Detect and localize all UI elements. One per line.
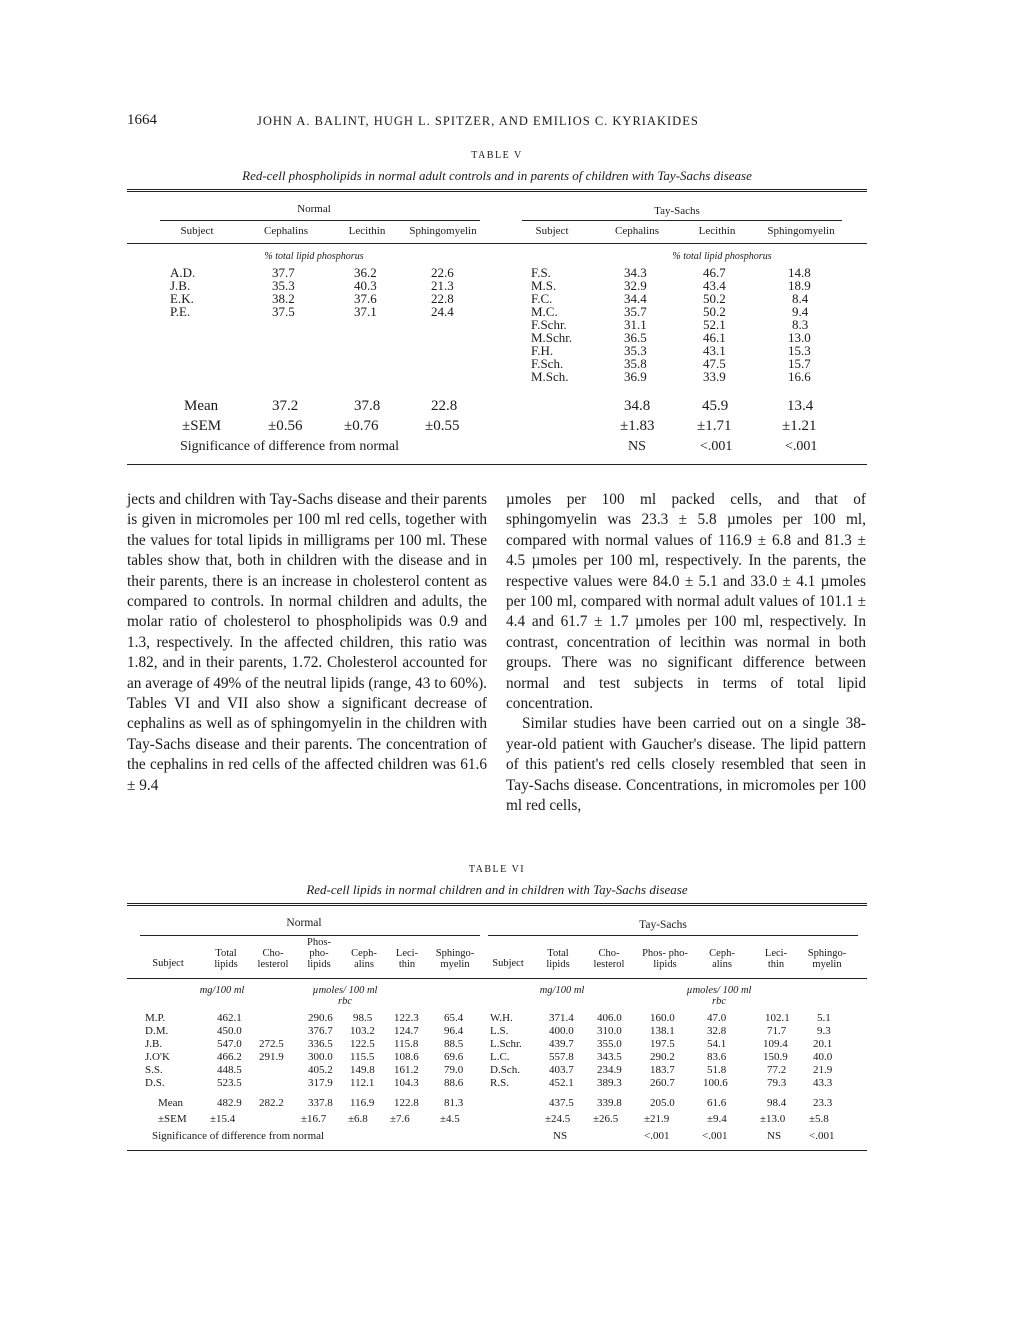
paragraph: jects and children with Tay-Sachs disease and their parents is given in micromoles per 100 ml red cells, together with the values for total lipids in milligrams per 100 ml. These tables show that, both in children with the disease and in their parents, there is an increase in cholesterol content as compared to controls. In normal children and adults, the molar ratio of cholesterol to phospholipids was 0.9 and 1.3, respectively. In the affected children, this ratio was 1.82, and in their parents, 1.72. Cholesterol accounted for an average of 49% of the neutral lipids (range, 43 to 60%). Tables VI and VII also show a significant decrease of cephalins as well as of sphingomyelin in the children with Tay-Sachs disease and their parents. The concentration of the cephalins in red cells of the affected children was 61.6 ± 9.4 [127, 491, 487, 794]
cell: 23.3 [813, 1097, 833, 1109]
table-vi-col-lecithin-ts: Leci- thin [764, 948, 788, 970]
cell: 8.3 [792, 317, 809, 332]
cell: 79.3 [767, 1077, 787, 1089]
cell: 13.4 [787, 398, 814, 414]
table-vi-title: Red-cell lipids in normal children and in children with Tay-Sachs disease [306, 882, 688, 897]
table-vi-group-normal: Normal [286, 917, 322, 929]
cell: <.001 [702, 1130, 728, 1142]
cell: 21.3 [431, 278, 454, 293]
cell: 35.7 [624, 304, 647, 319]
cell: 79.0 [444, 1064, 464, 1076]
cell: 8.4 [792, 291, 809, 306]
table-vi-col-subject: Subject [152, 958, 184, 969]
cell: 100.6 [703, 1077, 728, 1089]
significance-label: Significance of difference from normal [152, 1130, 325, 1142]
cell: ±21.9 [644, 1113, 670, 1125]
cell: 466.2 [217, 1051, 242, 1063]
cell: R.S. [490, 1077, 509, 1089]
cell: ±9.4 [707, 1113, 727, 1125]
cell: 104.3 [394, 1077, 419, 1089]
table-v-unit-ts: % total lipid phosphorus [672, 251, 772, 262]
cell: <.001 [785, 439, 818, 454]
cell: 37.7 [272, 265, 295, 280]
cell: 389.3 [597, 1077, 622, 1089]
cell: F.H. [531, 343, 554, 358]
table-vi-unit-umol-ts: µmoles/ 100 ml rbc [686, 985, 752, 1007]
cell: ±0.76 [344, 418, 379, 434]
cell: 65.4 [444, 1012, 464, 1024]
cell: 9.3 [817, 1025, 831, 1037]
table-v-group-taysachs: Tay-Sachs [654, 205, 700, 217]
cell: F.S. [531, 265, 551, 280]
cell: 34.4 [624, 291, 647, 306]
cell: M.S. [531, 278, 557, 293]
table-vi-group-taysachs: Tay-Sachs [639, 919, 687, 931]
cell: 339.8 [597, 1097, 622, 1109]
cell: 115.5 [350, 1051, 375, 1063]
cell: 36.2 [354, 265, 377, 280]
cell: NS [553, 1130, 568, 1142]
table-v-top-rule [127, 189, 867, 192]
cell: D.Sch. [490, 1064, 520, 1076]
cell: 260.7 [650, 1077, 675, 1089]
cell: 43.4 [703, 278, 726, 293]
cell: 40.3 [354, 278, 377, 293]
body-left-column [127, 490, 487, 796]
running-authors: JOHN A. BALINT, HUGH L. SPITZER, AND EMILIOS C. KYRIAKIDES [257, 114, 699, 128]
cell: P.E. [170, 304, 191, 319]
table-vi-normal-rule [140, 935, 480, 936]
cell: 317.9 [308, 1077, 333, 1089]
cell: 83.6 [707, 1051, 727, 1063]
cell: 18.9 [788, 278, 811, 293]
cell: 108.6 [394, 1051, 419, 1063]
sem-label: ±SEM [158, 1113, 187, 1125]
cell: <.001 [809, 1130, 835, 1142]
table-v-col-cephalins: Cephalins [264, 225, 308, 237]
table-vi-col-phospholipids: Phos- pho- lipids [307, 937, 331, 970]
cell: 122.8 [394, 1097, 419, 1109]
cell: 34.8 [624, 398, 651, 414]
cell: 183.7 [650, 1064, 675, 1076]
cell: 52.1 [703, 317, 726, 332]
cell: J.B. [170, 278, 191, 293]
mean-label: Mean [158, 1097, 184, 1109]
cell: 197.5 [650, 1038, 675, 1050]
cell: 437.5 [549, 1097, 574, 1109]
table-vi-top-rule [127, 903, 867, 906]
table-vi-unit-umol: µmoles/ 100 ml rbc [312, 985, 378, 1007]
cell: 124.7 [394, 1025, 419, 1037]
cell: ±4.5 [440, 1113, 460, 1125]
cell: ±0.55 [425, 418, 460, 434]
cell: 234.9 [597, 1064, 622, 1076]
cell: <.001 [644, 1130, 670, 1142]
cell: 77.2 [767, 1064, 787, 1076]
cell: 35.3 [624, 343, 647, 358]
table-vi-unit-mg-ts: mg/100 ml [539, 985, 585, 996]
cell: L.Schr. [490, 1038, 522, 1050]
table-v-col-subject: Subject [180, 225, 214, 237]
table-vi-col-sphingomyelin: Sphingo- myelin [435, 948, 475, 970]
table-vi-col-lecithin: Leci- thin [395, 948, 419, 970]
cell: 31.1 [624, 317, 647, 332]
cell: 310.0 [597, 1025, 622, 1037]
cell: 376.7 [308, 1025, 333, 1037]
cell: F.Schr. [531, 317, 567, 332]
cell: 300.0 [308, 1051, 333, 1063]
cell: 439.7 [549, 1038, 574, 1050]
cell: NS [628, 439, 646, 454]
table-v-col-cephalins-ts: Cephalins [615, 225, 659, 237]
cell: 22.6 [431, 265, 454, 280]
cell: 15.3 [788, 343, 811, 358]
cell: 482.9 [217, 1097, 242, 1109]
table-v-col-lecithin-ts: Lecithin [698, 225, 736, 237]
table-vi-col-cholesterol-ts: Cho- lesterol [593, 948, 625, 970]
table-v-col-sphingomyelin: Sphingomyelin [409, 225, 477, 237]
table-vi-bottom-rule [127, 1150, 867, 1151]
cell: 47.5 [703, 356, 726, 371]
cell: 22.8 [431, 398, 458, 414]
cell: S.S. [145, 1064, 163, 1076]
table-vi-col-total-lipids-ts: Total lipids [546, 948, 570, 970]
cell: 36.5 [624, 330, 647, 345]
table-vi-col-cephalins: Ceph- alins [351, 948, 377, 970]
cell: 282.2 [259, 1097, 284, 1109]
cell: 88.5 [444, 1038, 464, 1050]
cell: 16.6 [788, 369, 811, 384]
cell: 337.8 [308, 1097, 333, 1109]
cell: 37.6 [354, 291, 377, 306]
cell: 43.1 [703, 343, 726, 358]
cell: 98.4 [767, 1097, 787, 1109]
table-v-bottom-rule [127, 464, 867, 465]
cell: 102.1 [765, 1012, 790, 1024]
cell: 22.8 [431, 291, 454, 306]
cell: 115.8 [394, 1038, 419, 1050]
cell: 37.1 [354, 304, 377, 319]
table-v-col-lecithin: Lecithin [348, 225, 386, 237]
cell: 103.2 [350, 1025, 375, 1037]
cell: ±26.5 [593, 1113, 619, 1125]
cell: 290.6 [308, 1012, 333, 1024]
cell: NS [767, 1130, 782, 1142]
mean-label: Mean [184, 398, 219, 414]
cell: 371.4 [549, 1012, 574, 1024]
cell: 403.7 [549, 1064, 574, 1076]
cell: 46.7 [703, 265, 726, 280]
table-vi-col-phospholipids-ts: Phos- pho- lipids [642, 948, 688, 970]
cell: 33.9 [703, 369, 726, 384]
cell: E.K. [170, 291, 194, 306]
body-right-column [506, 490, 866, 817]
cell: 81.3 [444, 1097, 464, 1109]
table-v-title: Red-cell phospholipids in normal adult controls and in parents of children with Tay-Sachs disease [242, 168, 752, 183]
cell: 405.2 [308, 1064, 333, 1076]
cell: 69.6 [444, 1051, 464, 1063]
cell: 406.0 [597, 1012, 622, 1024]
cell: 43.3 [813, 1077, 833, 1089]
paragraph: µmoles per 100 ml packed cells, and that of sphingomyelin was 23.3 ± 5.8 µmoles per 100 ml, compared with normal values of 116.9 ± 6.8 and 81.3 ± 4.5 µmoles per 100 ml, respectively. In the parents, the respective values were 84.0 ± 5.1 and 33.0 ± 4.1 µmoles per 100 ml, compared with normal adult values of 101.1 ± 4.4 and 61.7 ± 1.7 µmoles per 100 ml, respectively. In contrast, concentration of lecithin was normal in both groups. There was no significant difference between normal and test subjects in terms of total lipid concentration. [506, 491, 866, 713]
cell: 15.7 [788, 356, 811, 371]
cell: 46.1 [703, 330, 726, 345]
cell: 34.3 [624, 265, 647, 280]
cell: ±0.56 [268, 418, 303, 434]
cell: 71.7 [767, 1025, 787, 1037]
cell: 21.9 [813, 1064, 833, 1076]
cell: 35.3 [272, 278, 295, 293]
table-vi-header-rule [127, 978, 867, 979]
paragraph: Similar studies have been carried out on a single 38-year-old patient with Gaucher's disease. The lipid pattern of this patient's red cells closely resembled that seen in Tay-Sachs disease. Concentrations, in micromoles per 100 ml red cells, [506, 715, 866, 815]
cell: 24.4 [431, 304, 454, 319]
cell: 272.5 [259, 1038, 284, 1050]
table-v-label: TABLE V [471, 150, 523, 161]
cell: 462.1 [217, 1012, 242, 1024]
cell: 450.0 [217, 1025, 242, 1037]
table-v-unit-normal: % total lipid phosphorus [264, 251, 364, 262]
cell: 291.9 [259, 1051, 284, 1063]
cell: 9.4 [792, 304, 809, 319]
cell: 138.1 [650, 1025, 675, 1037]
cell: 122.3 [394, 1012, 419, 1024]
cell: M.Sch. [531, 369, 569, 384]
cell: 47.0 [707, 1012, 727, 1024]
cell: 88.6 [444, 1077, 464, 1089]
cell: D.S. [145, 1077, 165, 1089]
table-v-group-normal: Normal [297, 203, 331, 215]
cell: ±13.0 [760, 1113, 786, 1125]
cell: ±5.8 [809, 1113, 829, 1125]
cell: 98.5 [353, 1012, 373, 1024]
cell: 32.8 [707, 1025, 727, 1037]
cell: 51.8 [707, 1064, 727, 1076]
cell: 45.9 [702, 398, 729, 414]
cell: 61.6 [707, 1097, 727, 1109]
cell: L.S. [490, 1025, 509, 1037]
cell: 343.5 [597, 1051, 622, 1063]
cell: 116.9 [350, 1097, 375, 1109]
cell: ±1.21 [782, 418, 817, 434]
cell: F.Sch. [531, 356, 564, 371]
cell: 5.1 [817, 1012, 831, 1024]
cell: 13.0 [788, 330, 811, 345]
table-vi-col-total-lipids: Total lipids [214, 948, 238, 970]
cell: 150.9 [763, 1051, 788, 1063]
cell: 37.5 [272, 304, 295, 319]
cell: 37.2 [272, 398, 299, 414]
cell: A.D. [170, 265, 196, 280]
cell: W.H. [490, 1012, 513, 1024]
cell: 37.8 [354, 398, 381, 414]
table-vi-col-sphingomyelin-ts: Sphingo- myelin [807, 948, 847, 970]
cell: 523.5 [217, 1077, 242, 1089]
cell: 20.1 [813, 1038, 833, 1050]
cell: 448.5 [217, 1064, 242, 1076]
cell: M.C. [531, 304, 558, 319]
cell: ±24.5 [545, 1113, 571, 1125]
cell: D.M. [145, 1025, 169, 1037]
cell: 35.8 [624, 356, 647, 371]
cell: 96.4 [444, 1025, 464, 1037]
cell: J.B. [145, 1038, 163, 1050]
cell: ±16.7 [301, 1113, 327, 1125]
cell: 290.2 [650, 1051, 675, 1063]
cell: 557.8 [549, 1051, 574, 1063]
cell: 50.2 [703, 304, 726, 319]
cell: 122.5 [350, 1038, 375, 1050]
cell: 38.2 [272, 291, 295, 306]
table-v-col-sphingomyelin-ts: Sphingomyelin [767, 225, 835, 237]
table-vi-label: TABLE VI [468, 864, 526, 875]
cell: 336.5 [308, 1038, 333, 1050]
table-vi-col-cholesterol: Cho- lesterol [257, 948, 289, 970]
page-number: 1664 [127, 112, 157, 128]
cell: J.O'K [145, 1051, 170, 1063]
cell: 36.9 [624, 369, 647, 384]
table-v-header-rule [127, 243, 867, 244]
cell: 149.8 [350, 1064, 375, 1076]
cell: 40.0 [813, 1051, 833, 1063]
table-vi-col-cephalins-ts: Ceph- alins [709, 948, 735, 970]
cell: ±1.83 [620, 418, 655, 434]
cell: M.P. [145, 1012, 166, 1024]
cell: ±7.6 [390, 1113, 410, 1125]
cell: ±15.4 [210, 1113, 236, 1125]
cell: <.001 [700, 439, 733, 454]
cell: 54.1 [707, 1038, 727, 1050]
cell: 547.0 [217, 1038, 242, 1050]
cell: 109.4 [763, 1038, 788, 1050]
cell: 400.0 [549, 1025, 574, 1037]
cell: M.Schr. [531, 330, 573, 345]
cell: 161.2 [394, 1064, 419, 1076]
cell: 160.0 [650, 1012, 675, 1024]
cell: ±6.8 [348, 1113, 368, 1125]
cell: 452.1 [549, 1077, 574, 1089]
table-v-normal-rule [160, 220, 480, 221]
table-vi-col-subject-ts: Subject [492, 958, 524, 969]
table-v-ts-rule [522, 220, 842, 221]
cell: L.C. [490, 1051, 510, 1063]
table-vi-unit-mg: mg/100 ml [199, 985, 245, 996]
cell: 32.9 [624, 278, 647, 293]
cell: 50.2 [703, 291, 726, 306]
cell: 355.0 [597, 1038, 622, 1050]
cell: 205.0 [650, 1097, 675, 1109]
cell: ±1.71 [697, 418, 732, 434]
table-vi-ts-rule [488, 935, 858, 936]
significance-label: Significance of difference from normal [180, 439, 399, 454]
sem-label: ±SEM [182, 418, 222, 434]
table-v-col-subject-ts: Subject [535, 225, 569, 237]
cell: 14.8 [788, 265, 811, 280]
cell: 112.1 [350, 1077, 375, 1089]
cell: F.C. [531, 291, 553, 306]
